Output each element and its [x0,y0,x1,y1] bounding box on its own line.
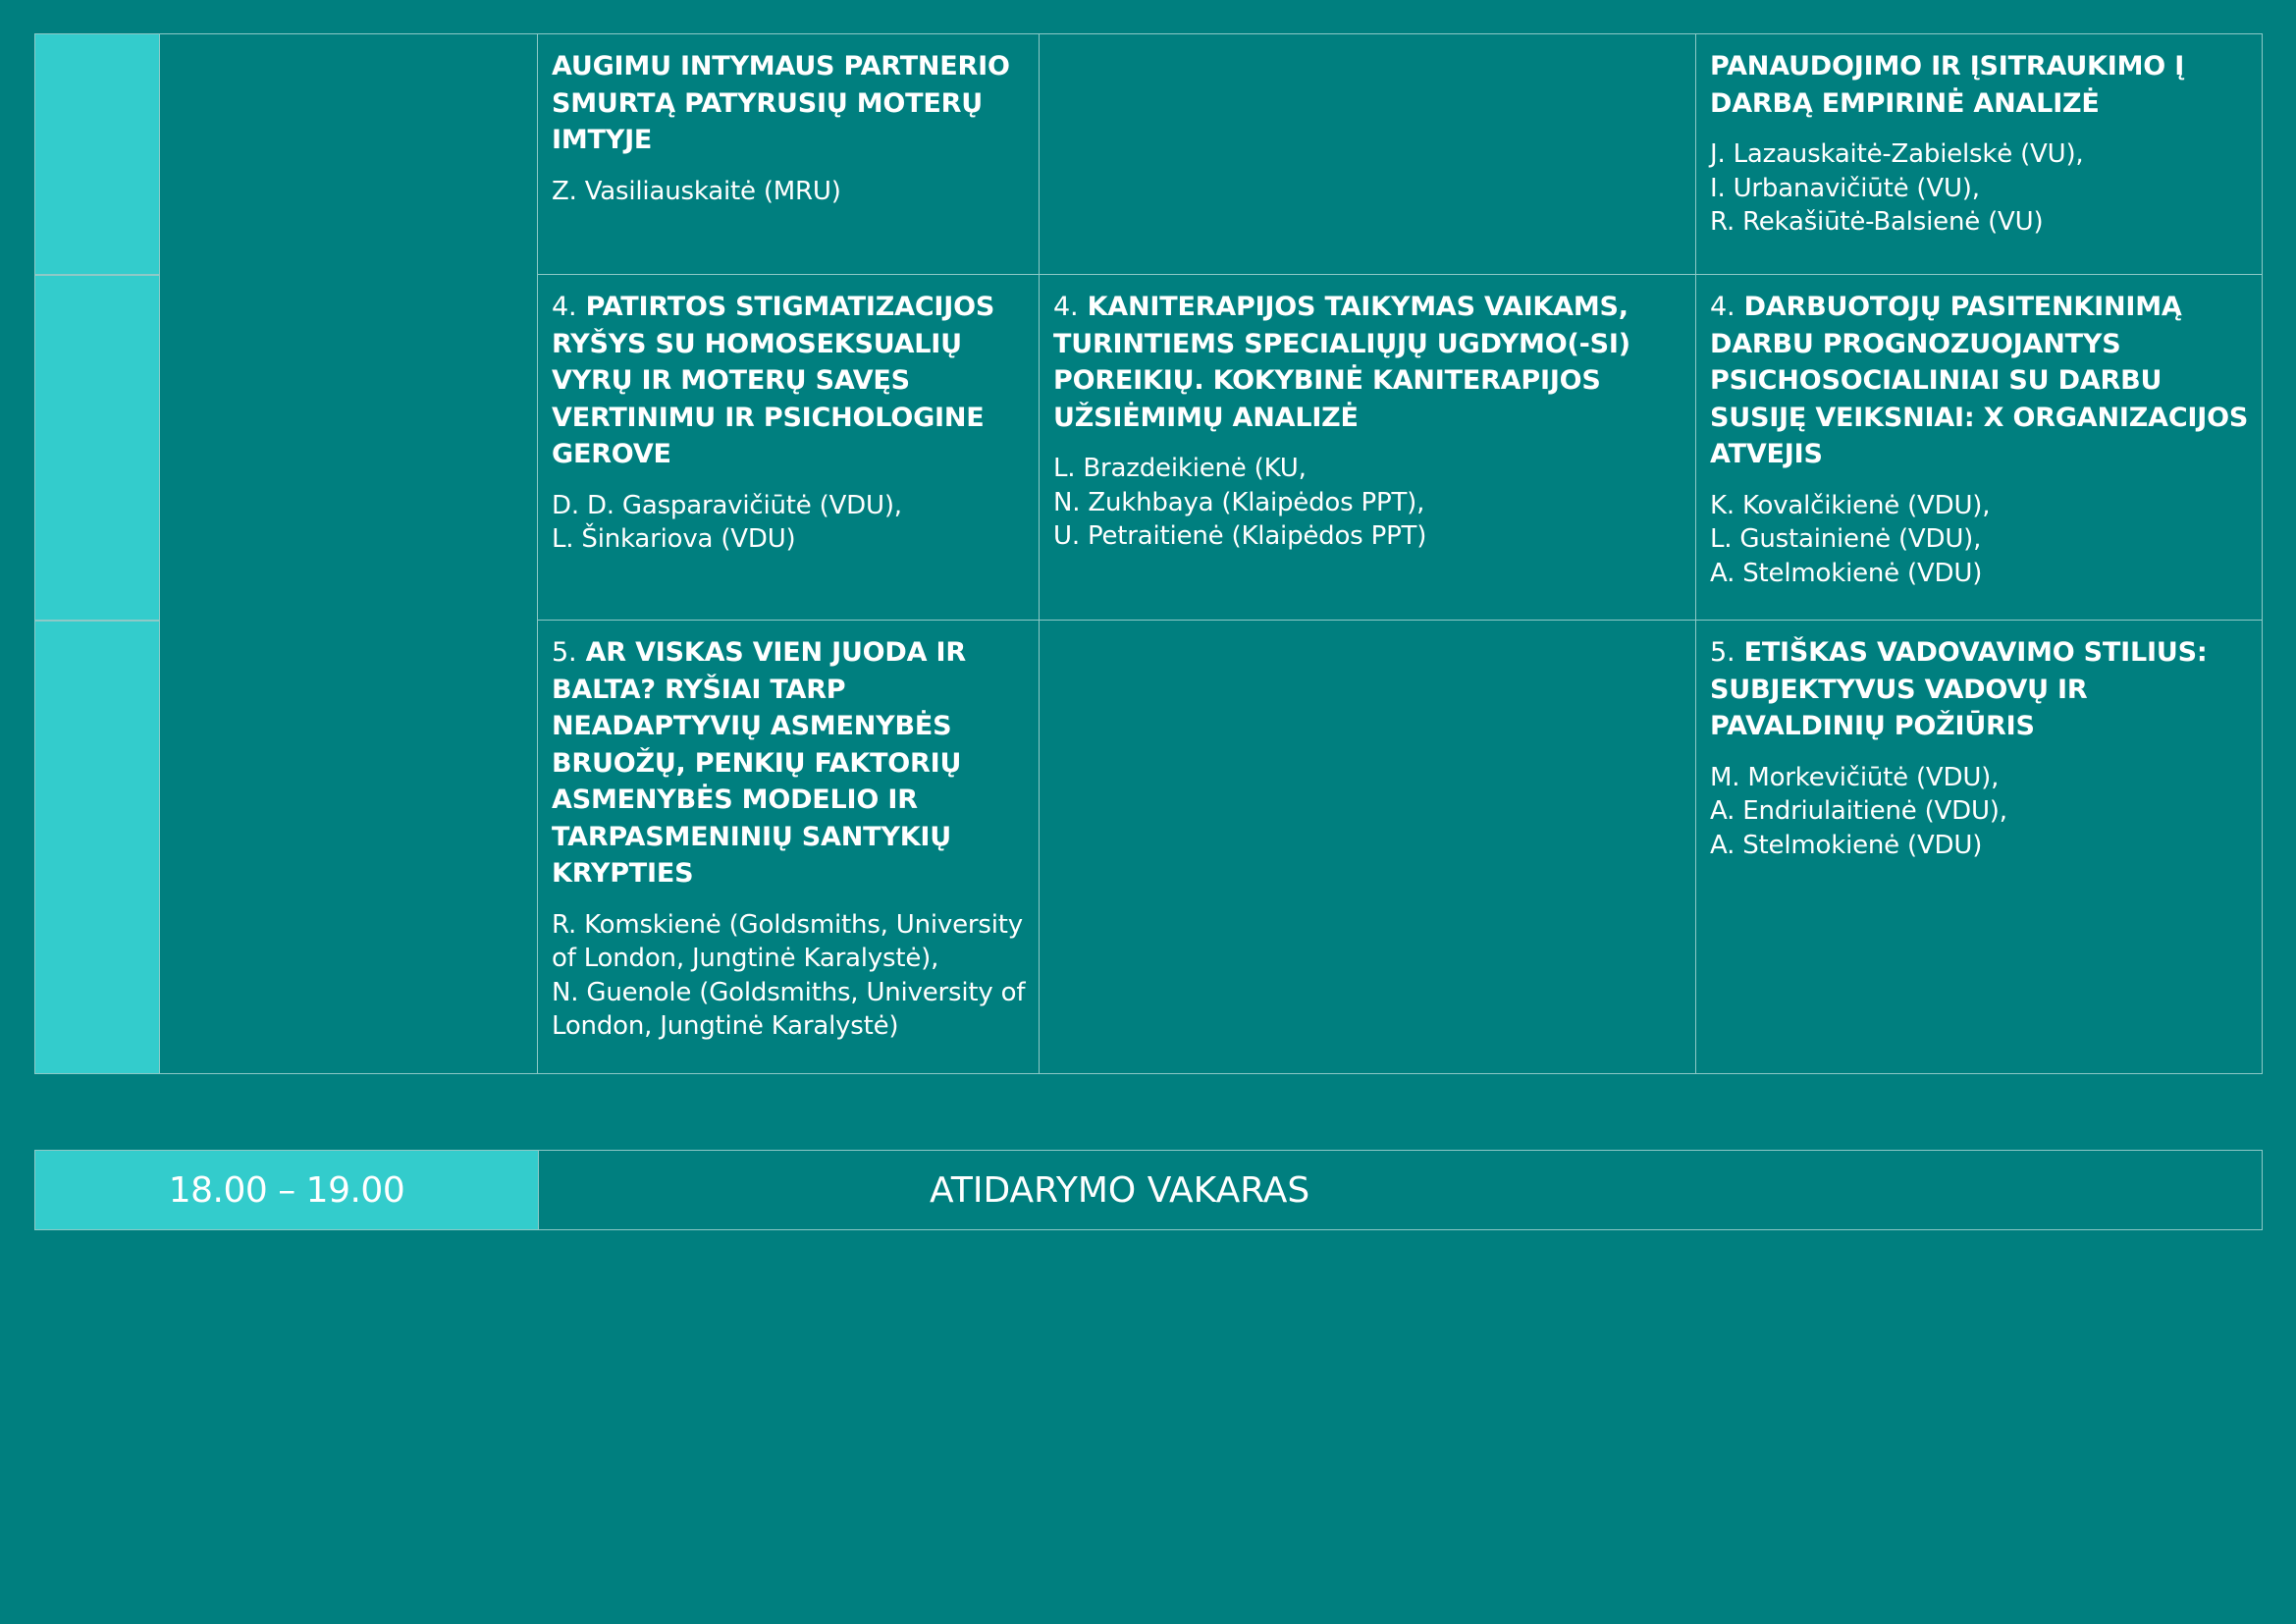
evening-event-title [538,1151,2262,1229]
time-column-cell [159,33,538,1074]
talk-title: 5. AR VISKAS VIEN JUODA IR BALTA? RYŠIAI TARP NEADAPTYVIŲ ASMENYBĖS BRUOŽŲ, PENKIŲ FAKTORIŲ ASMENYBĖS MODELIO IR TARPASMENINIŲ SANTYKIŲ KRYPTIES [552,637,966,889]
session-cell [1695,274,2263,621]
accent-strip-cell [34,275,160,621]
session-cell [1039,274,1696,621]
session-content [1696,621,2264,862]
session-content [1040,34,1697,64]
session-cell [537,620,1040,1074]
evening-time: 18.00 – 19.00 [168,1169,405,1211]
talk-title: 4. DARBUOTOJŲ PASITENKINIMĄ DARBU PROGNOZUOJANTYS PSICHOSOCIALINIAI SU DARBU SUSIJĘ VEIKSNIAI: X ORGANIZACIJOS ATVEJIS [1710,292,2249,469]
session-content [1696,34,2264,240]
talk-title: 5. ETIŠKAS VADOVAVIMO STILIUS: SUBJEKTYVUS VADOVŲ IR PAVALDINIŲ POŽIŪRIS [1710,637,2208,741]
session-cell [537,33,1040,275]
session-cell [1039,620,1696,1074]
session-cell [1039,33,1696,275]
talk-title: 4. KANITERAPIJOS TAIKYMAS VAIKAMS, TURINTIEMS SPECIALIŲJŲ UGDYMO(-SI) POREIKIŲ. KOKYBINĖ KANITERAPIJOS UŽSIĖMIMŲ ANALIZĖ [1053,292,1630,433]
session-cell [1695,620,2263,1074]
session-content [538,275,1041,557]
talk-number: 4. [552,292,577,322]
talk-number: 4. [1710,292,1735,322]
talk-title: AUGIMU INTYMAUS PARTNERIO SMURTĄ PATYRUSIŲ MOTERŲ IMTYJE [552,51,1010,155]
accent-strip-cell [34,621,160,1074]
session-cell [1695,33,2263,275]
session-content [1040,621,1697,650]
talk-authors: L. Brazdeikienė (KU, N. Zukhbaya (Klaipėdos PPT), U. Petraitienė (Klaipėdos PPT) [1053,454,1427,551]
session-content [1040,275,1697,554]
talk-authors: D. D. Gasparavičiūtė (VDU), L. Šinkariova (VDU) [552,490,902,554]
session-cell [537,274,1040,621]
accent-strip-cell [34,33,160,275]
talk-title: PANAUDOJIMO IR ĮSITRAUKIMO Į DARBĄ EMPIRINĖ ANALIZĖ [1710,51,2185,119]
session-content [1696,275,2264,590]
session-content [538,34,1041,208]
talk-authors: K. Kovalčikienė (VDU), L. Gustainienė (VDU), A. Stelmokienė (VDU) [1710,490,1991,588]
talk-title: 4. PATIRTOS STIGMATIZACIJOS RYŠYS SU HOMOSEKSUALIŲ VYRŲ IR MOTERŲ SAVĘS VERTINIMU IR PSICHOLOGINE GEROVE [552,292,995,469]
talk-number: 5. [1710,637,1735,668]
talk-authors: M. Morkevičiūtė (VDU), A. Endriulaitienė (VDU), A. Stelmokienė (VDU) [1710,762,2007,860]
talk-number: 5. [552,637,577,668]
evening-event-text: ATIDARYMO VAKARAS [930,1169,1310,1211]
talk-authors: J. Lazauskaitė-Zabielskė (VU), I. Urbanavičiūtė (VU), R. Rekašiūtė-Balsienė (VU) [1710,139,2084,237]
session-content [538,621,1041,1044]
talk-authors: R. Komskienė (Goldsmiths, University of London, Jungtinė Karalystė), N. Guenole (Goldsmiths, University of London, Jungtinė Karalystė) [552,909,1026,1041]
talk-number: 4. [1053,292,1079,322]
talk-authors: Z. Vasiliauskaitė (MRU) [552,176,841,206]
